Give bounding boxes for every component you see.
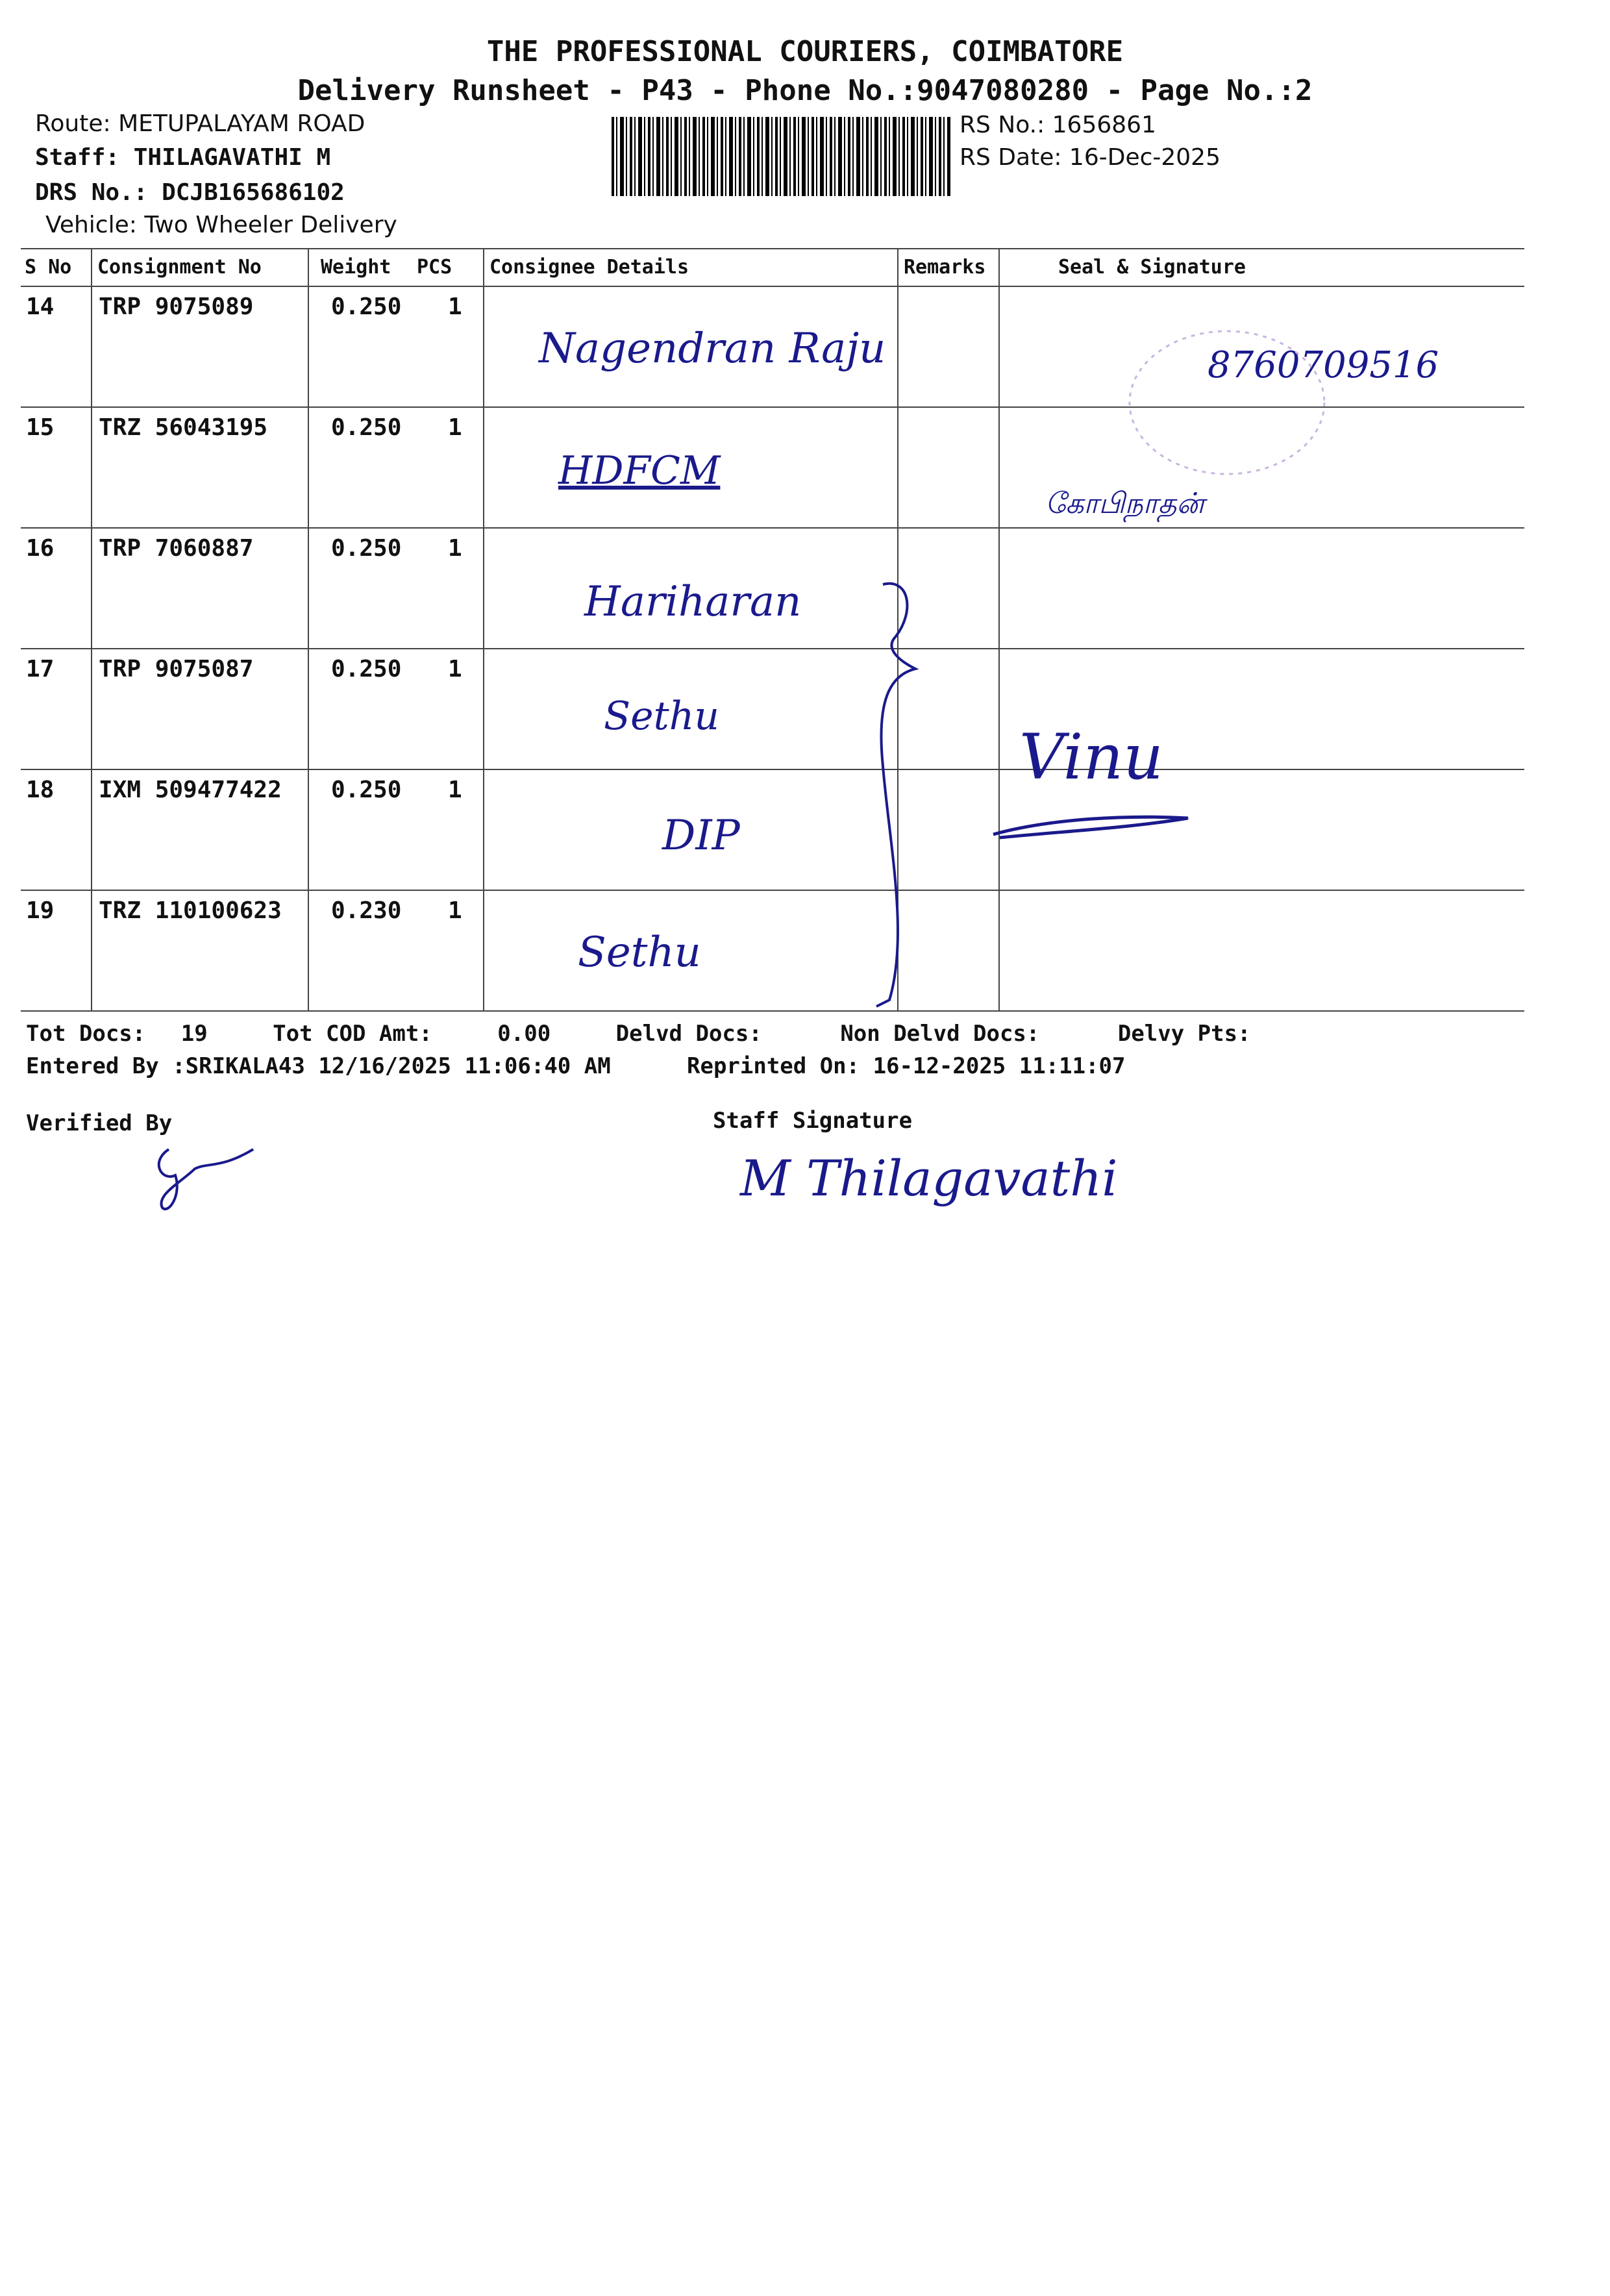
verified-by-label: Verified By (26, 1110, 173, 1136)
row-weight: 0.250 (331, 777, 402, 803)
signature-underline (987, 805, 1195, 844)
drs-number: DRS No.: DCJB165686102 (35, 179, 345, 206)
row-weight: 0.250 (331, 293, 402, 320)
row-weight: 0.250 (331, 656, 402, 682)
staff-line: Staff: THILAGAVATHI M (35, 144, 331, 171)
row-sno: 17 (26, 656, 55, 682)
row-sno: 14 (26, 293, 55, 320)
row-pcs: 1 (448, 777, 462, 803)
col-header-remarks: Remarks (904, 256, 986, 279)
delvy-pts-label: Delvy Pts: (1117, 1021, 1251, 1047)
consignee-handwriting: Nagendran Raju (539, 325, 886, 373)
verified-signature (143, 1123, 273, 1227)
company-title: THE PROFESSIONAL COURIERS, COIMBATORE (486, 35, 1124, 68)
staff-signature-label: Staff Signature (713, 1108, 913, 1134)
tot-cod-value: 0.00 (497, 1021, 551, 1047)
row-sno: 18 (26, 777, 55, 803)
row-consignment: TRZ 110100623 (99, 897, 282, 924)
table-rule (21, 1010, 1524, 1012)
row-weight: 0.230 (331, 897, 402, 924)
totals-line (26, 1021, 1251, 1047)
row-consignment: TRP 9075089 (99, 293, 254, 320)
row-pcs: 1 (448, 535, 462, 562)
table-rule (21, 527, 1524, 529)
row-pcs: 1 (448, 293, 462, 320)
vehicle-line: Vehicle: Two Wheeler Delivery (45, 212, 397, 238)
seal-handwriting: 8760709516 (1208, 344, 1439, 386)
row-consignment: TRP 7060887 (99, 535, 254, 562)
runsheet-subtitle: Delivery Runsheet - P43 - Phone No.:9047080280 - Page No.:2 (297, 74, 1313, 107)
consignee-handwriting: HDFCM (558, 448, 721, 493)
row-sno: 19 (26, 897, 55, 924)
column-rule (308, 248, 309, 1010)
column-rule (483, 248, 484, 1010)
row-pcs: 1 (448, 656, 462, 682)
route-label: Route: (35, 110, 111, 137)
barcode (612, 117, 950, 196)
tot-docs-value: 19 (180, 1021, 208, 1047)
delvd-docs-label: Delvd Docs: (615, 1021, 762, 1047)
row-weight: 0.250 (331, 414, 402, 441)
row-pcs: 1 (448, 414, 462, 441)
col-header-weight: Weight (321, 256, 391, 279)
col-header-pcs: PCS (417, 256, 452, 279)
stamp-impression (1117, 318, 1337, 487)
row-consignment: TRP 9075087 (99, 656, 254, 682)
row-sno: 16 (26, 535, 55, 562)
row-pcs: 1 (448, 897, 462, 924)
col-header-consignee: Consignee Details (489, 256, 689, 279)
tot-docs-label: Tot Docs: (26, 1021, 146, 1047)
route-line (35, 110, 365, 137)
table-rule (21, 248, 1524, 249)
column-rule (91, 248, 92, 1010)
col-header-sno: S No (25, 256, 72, 279)
table-rule (21, 769, 1524, 770)
non-delvd-docs-label: Non Delvd Docs: (840, 1021, 1040, 1047)
rs-date: RS Date: 16-Dec-2025 (960, 144, 1220, 171)
entered-by: Entered By :SRIKALA43 12/16/2025 11:06:40 AM (26, 1053, 611, 1079)
tot-cod-label: Tot COD Amt: (273, 1021, 432, 1047)
consignee-handwriting: Sethu (578, 929, 701, 977)
column-rule (998, 248, 1000, 1010)
table-rule (21, 648, 1524, 649)
row-consignment: TRZ 56043195 (99, 414, 268, 441)
bracket-mark (857, 571, 935, 1013)
col-header-consignment: Consignment No (97, 256, 262, 279)
col-header-seal: Seal & Signature (1058, 256, 1246, 279)
table-rule (21, 890, 1524, 891)
route-value: METUPALAYAM ROAD (118, 110, 365, 137)
rs-number: RS No.: 1656861 (960, 112, 1156, 138)
row-sno: 15 (26, 414, 55, 441)
consignee-handwriting: DIP (662, 812, 740, 860)
consignee-handwriting: Hariharan (584, 578, 802, 626)
seal-handwriting: கோபிநாதன் (1045, 487, 1205, 520)
consignee-handwriting: Sethu (604, 693, 720, 739)
group-signature: Vinu (1019, 721, 1163, 793)
table-rule (21, 286, 1524, 287)
row-consignment: IXM 509477422 (99, 777, 282, 803)
staff-signature: M Thilagavathi (740, 1149, 1118, 1207)
row-weight: 0.250 (331, 535, 402, 562)
reprinted-on: Reprinted On: 16-12-2025 11:11:07 (687, 1053, 1126, 1079)
